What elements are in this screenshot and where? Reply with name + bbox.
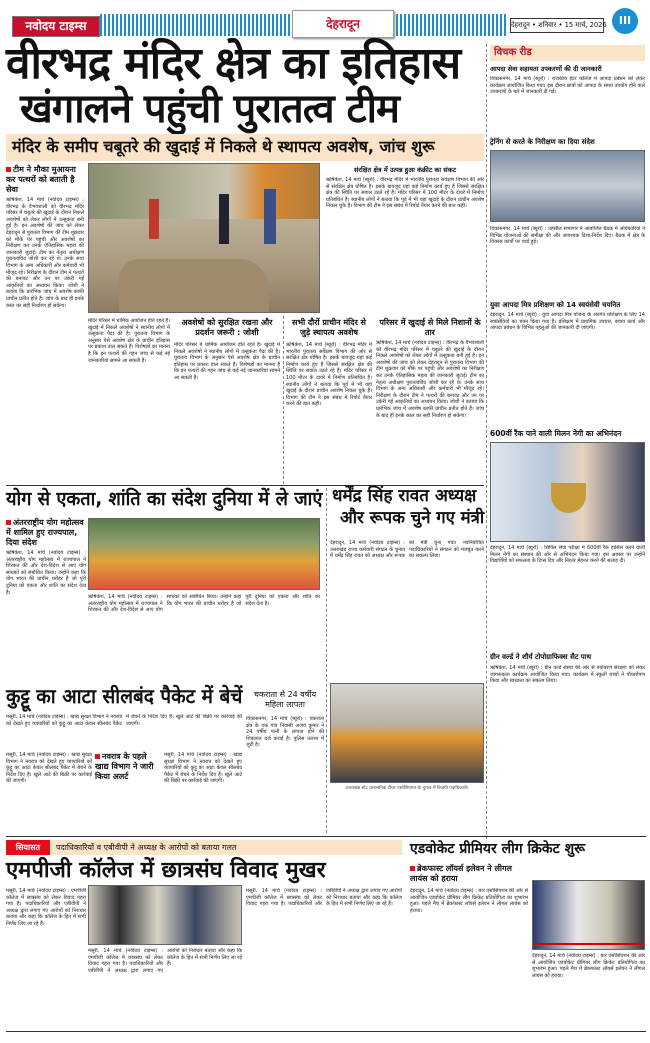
date-line: देहरादून • शनिवार • 15 मार्च, 2026 xyxy=(510,18,604,33)
right-head-1: आपदा सेवा सहायता उपकरणों की दी जानकारी xyxy=(490,65,602,73)
election-photo xyxy=(330,683,484,783)
right-head-3: युवा आपदा मित्र प्रशिक्षण को 14 स्वयंसेवी चयनित xyxy=(490,301,621,309)
yoga-photo xyxy=(88,518,320,590)
newspaper-logo: नवोदय टाइम्स xyxy=(12,16,100,37)
cricket-body-right: देहरादून, 14 मार्च (नवोदय टाइम्स) : बार एसोसिएशन की ओर से आयोजित एडवोकेट प्रीमियर लीग क्रिकेट प्रतियोगिता का शुभारंभ हुआ। पहले मैच में ब्रेकफास्ट लॉयर्स इलेवन ने लीगल लायंस को हराया। xyxy=(532,953,645,979)
lead-headline-2: खंगालने पहुंची पुरातत्व टीम xyxy=(20,86,399,132)
politics-body-left: मसूरी, 14 मार्च (नवोदय टाइम्स) : एमपीजी कॉलेज में छात्रसंघ को लेकर विवाद गहरा गया है। पदाधिकारियों और एबीवीपी ने अध्यक्ष द्वारा लगाए गए आरोपों को निराधार बताया और कहा कि कॉलेज के हित में सभी निर्णय लिए जा रहे हैं। xyxy=(6,888,86,927)
right-head-5: ग्रीन वर्ल्ड ने शौर्य टोपोग्राफिक्स सैट पाथ xyxy=(490,653,592,661)
kuttu-headline: कुट्टू का आटा सीलबंद पैकेट में बेचें xyxy=(6,684,243,708)
city-tab: देहरादून xyxy=(292,10,394,38)
right-body-1: विकासनगर, 14 मार्च (ब्यूरो) : राजकीय इंटर कॉलेज में आपदा प्रबंधन को लेकर कार्यक्रम आयोजित किया गया। इस दौरान छात्रों को आपदा के समय उपयोग होने वाले उपकरणों के बारे में जानकारी दी गई। xyxy=(490,76,645,96)
kuttu-side: नवरात्र के पहले खाद्य विभाग ने जारी किया अलर्ट xyxy=(95,752,161,782)
meeting-photo xyxy=(490,150,645,222)
right-body-3: देहरादून, 14 मार्च (ब्यूरो) : युवा आपदा मित्र योजना के अंतर्गत प्रशिक्षण के लिए 14 स्वयंसेवियों का चयन किया गया है। प्रशिक्षण में प्राथमिक उपचार, बचाव कार्य और आपदा प्रबंधन के विभिन्न पहलुओं की जानकारी दी जाएगी। xyxy=(490,312,645,332)
kuttu-body-right: मसूरी, 14 मार्च (नवोदय टाइम्स) : खाद्य सुरक्षा विभाग ने नवरात्र को देखते हुए व्यापारियों को कुट्टू का आटा केवल सीलबंद पैकेट में बेचने के निर्देश दिए हैं। खुले आटे की बिक्री पर कार्रवाई की जाएगी। xyxy=(164,752,242,785)
missing-body: विकासनगर, 14 मार्च (ब्यूरो) : चकराता क्षेत्र के एक गांव निवासी अजय कुमार ने 24 वर्षीय पत्नी के लापता होने की शिकायत दर्ज कराई है। पुलिस तलाश में जुटी है। xyxy=(246,716,324,749)
cricket-side: ब्रेकफास्ट लॉयर्स इलेवन ने लीगल लायंस को हराया xyxy=(410,864,528,884)
right-body-5: ऋषिकेश, 14 मार्च (ब्यूरो) : ग्रीन वर्ल्ड संस्था की ओर से पर्यावरण संरक्षण को लेकर जागरूकता कार्यक्रम आयोजित किया गया। कार्यक्रम में स्कूली बच्चों ने पौधारोपण किया और स्वच्छता का संकल्प लिया। xyxy=(490,665,645,685)
election-body: देहरादून, 14 मार्च (नवोदय टाइम्स) : उत्तराखंड राज्य कर्मचारी संगठन के चुनाव में धर्मेंद्र सिंह रावत को अध्यक्ष और रूपक को मंत्री चुना गया। नवनिर्वाचित पदाधिकारियों ने संगठन को मजबूत करने का संकल्प लिया। xyxy=(330,540,484,560)
lead-photo xyxy=(88,163,320,313)
yoga-body: ऋषिकेश, 14 मार्च (नवोदय टाइम्स) : अंतरराष्ट्रीय योग महोत्सव में राज्यपाल ने शिरकत की और देश-विदेश से आए योग साधकों को संबोधित किया। उन्होंने कहा कि योग भारत की प्राचीन धरोहर है जो पूरी दुनिया को एकता और शांति का संदेश देता है। xyxy=(88,594,320,614)
yoga-headline: योग से एकता, शांति का संदेश दुनिया में ले जाएं xyxy=(6,488,323,510)
missing-headline: चकराता से 24 वर्षीय महिला लापता xyxy=(253,690,317,709)
box-body: ऋषिकेश, 14 मार्च (ब्यूरो) : वीरभद्र मंदिर में भारतीय पुरातत्व सर्वेक्षण विभाग की ओर से संरक्षित क्षेत्र घोषित है। इसके बावजूद यहां कई निर्माण कार्य हुए हैं जिससे संरक्षित क्षेत्र की स्थिति पर सवाल उठते रहे हैं। मंदिर परिसर में 100 मीटर के दायरे में निर्माण प्रतिबंधित है। स्थानीय लोगों ने बताया कि पूर्व में भी यहां खुदाई के दौरान प्राचीन अवशेष निकल चुके हैं। विभाग की टीम ने इस संबंध में रिपोर्ट तैयार करने की बात कही। xyxy=(326,177,484,210)
cricket-photo xyxy=(532,880,645,950)
election-headline-2: और रूपक चुने गए मंत्री xyxy=(340,508,485,528)
ancient-body: ऋषिकेश, 14 मार्च (ब्यूरो) : वीरभद्र मंदिर में भारतीय पुरातत्व सर्वेक्षण विभाग की ओर से संरक्षित क्षेत्र घोषित है। इसके बावजूद यहां कई निर्माण कार्य हुए हैं जिससे संरक्षित क्षेत्र की स्थिति पर सवाल उठते रहे हैं। मंदिर परिसर में 100 मीटर के दायरे में निर्माण प्रतिबंधित है। स्थानीय लोगों ने बताया कि पूर्व में भी यहां खुदाई के दौरान प्राचीन अवशेष निकल चुके हैं। विभाग की टीम ने इस संबंध में रिपोर्ट तैयार करने की बात कही। xyxy=(286,342,372,408)
lead-subhead: मंदिर के समीप चबूतरे की खुदाई में निकले थे स्थापत्य अवशेष, जांच शुरू xyxy=(6,134,484,161)
subhead-joshi: अवशेषों को सुरक्षित रखना और प्रदर्शन जरूरी : जोशी xyxy=(181,318,273,337)
cricket-body-left: देहरादून, 14 मार्च (नवोदय टाइम्स) : बार एसोसिएशन की ओर से आयोजित एडवोकेट प्रीमियर लीग क्रिकेट प्रतियोगिता का शुभारंभ हुआ। पहले मैच में ब्रेकफास्ट लॉयर्स इलेवन ने लीगल लायंस को हराया। xyxy=(410,888,528,914)
marks-body: ऋषिकेश, 14 मार्च (नवोदय टाइम्स) : वीरभद्र के वैभवशाली को वीरभद्र मंदिर परिसर में चबूतरे की खुदाई के दौरान निकले अवशेषों को लेकर लोगों में उत्सुकता बनी हुई है। इन अवशेषों की जांच को लेकर देहरादून से पुरातत्व विभाग की टीम शुक्रवार को मौके पर पहुंची और अवशेषों का निरीक्षण कर उनके ऐतिहासिक महत्व की जानकारी जुटाई। टीम का नेतृत्व अधीक्षण पुरातत्वविद जोशी कर रहे थे। उनके साथ विभाग के अन्य अधिकारी और कर्मचारी भी मौजूद रहे। निरीक्षण के दौरान टीम ने पत्थरों की बनावट और उन पर उकेरी गई आकृतियों का अध्ययन किया। जोशी ने बताया कि प्रारंभिक जांच में अवशेष काफी प्राचीन प्रतीत होते हैं। जांच के बाद ही इनके काल का सही निर्धारण हो सकेगा। xyxy=(376,340,484,419)
politics-headline: एमपीजी कॉलेज में छात्रसंघ विवाद मुखर xyxy=(6,858,326,883)
box-head: संरक्षित क्षेत्र में उत्पन्न हुआ कंक्रीट का संकट xyxy=(354,166,456,174)
election-headline-1: धर्मेंद्र सिंह रावत अध्यक्ष xyxy=(332,486,477,506)
politics-body-right: मसूरी, 14 मार्च (नवोदय टाइम्स) : एमपीजी कॉलेज में छात्रसंघ को लेकर विवाद गहरा गया है। पदाधिकारियों और एबीवीपी ने अध्यक्ष द्वारा लगाए गए आरोपों को निराधार बताया और कहा कि कॉलेज के हित में सभी निर्णय लिए जा रहे हैं। xyxy=(246,888,402,908)
right-head-4: 600वीं रैंक पाने वाली मिलन नेगी का अभिनंदन xyxy=(490,429,622,438)
kuttu-body-left: मसूरी, 14 मार्च (नवोदय टाइम्स) : खाद्य सुरक्षा विभाग ने नवरात्र को देखते हुए व्यापारियों को कुट्टू का आटा केवल सीलबंद पैकेट में बेचने के निर्देश दिए हैं। खुले आटे की बिक्री पर कार्रवाई की जाएगी। xyxy=(6,752,92,785)
lead-headline-1: वीरभद्र मंदिर क्षेत्र का इतिहास xyxy=(6,38,461,89)
subhead-marks: परिसर में खुदाई से मिले निशानों के तार xyxy=(379,318,481,337)
right-body-2: विकासनगर, 14 मार्च (ब्यूरो) : तहसील सभागार में आयोजित बैठक में अधिकारियों ने विभिन्न योजनाओं की समीक्षा की और आवश्यक दिशा-निर्देश दिए। बैठक में क्षेत्र के विकास कार्यों पर चर्चा हुई। xyxy=(490,226,645,246)
politics-tag: सियासत xyxy=(6,840,50,855)
cricket-headline: एडवोकेट प्रीमियर लीग क्रिकेट शुरू xyxy=(410,841,585,857)
yoga-side-sub: अंतरराष्ट्रीय योग महोत्सव में शामिल हुए राज्यपाल, दिया संदेश xyxy=(6,518,86,548)
kuttu-body-top: मसूरी, 14 मार्च (नवोदय टाइम्स) : खाद्य सुरक्षा विभाग ने नवरात्र को देखते हुए व्यापारियों को कुट्टू का आटा केवल सीलबंद पैकेट में बेचने के निर्देश दिए हैं। खुले आटे की बिक्री पर कार्रवाई की जाएगी। xyxy=(6,714,242,727)
politics-body-mid: मसूरी, 14 मार्च (नवोदय टाइम्स) : एमपीजी कॉलेज में छात्रसंघ को लेकर विवाद गहरा गया है। पदाधिकारियों और एबीवीपी ने अध्यक्ष द्वारा लगाए गए आरोपों को निराधार बताया और कहा कि कॉलेज के हित में सभी निर्णय लिए जा रहे हैं। xyxy=(88,948,242,974)
page-marker: III xyxy=(612,8,638,34)
yoga-body-left: ऋषिकेश, 14 मार्च (नवोदय टाइम्स) : अंतरराष्ट्रीय योग महोत्सव में राज्यपाल ने शिरकत की और देश-विदेश से आए योग साधकों को संबोधित किया। उन्होंने कहा कि योग भारत की प्राचीन धरोहर है जो पूरी दुनिया को एकता और शांति का संदेश देता है। xyxy=(6,550,86,596)
politics-band xyxy=(6,840,402,855)
election-caption: उत्तराखंड स्टेट प्रशासनिक टीचर एसोसिएशन के चुनाव में विजयी पदाधिकारी। xyxy=(345,786,469,791)
subhead-ancient: सभी दौरों प्राचीन मंदिर से जुड़े स्थापत्य अवशेष xyxy=(292,318,366,337)
joshi-body: मंदिर परिसर में धार्मिक आयोजन होते रहते हैं। खुदाई में निकले अवशेषों ने स्थानीय लोगों में उत्सुकता पैदा की है। पुरातत्व विभाग के अनुसार ऐसे अवशेष क्षेत्र के प्राचीन इतिहास पर प्रकाश डाल सकते हैं। विशेषज्ञों का मानना है कि इन पत्थरों की गहन जांच से कई नई जानकारियां सामने आ सकती हैं। xyxy=(174,342,280,381)
politics-kicker: पदाधिकारियों व एबीवीपी ने अध्यक्ष के आरोपों को बताया गलत xyxy=(56,843,237,852)
lead-side-sub: टीम ने मौका मुआयना कर पत्थरों को बताती है सेवा xyxy=(6,165,84,195)
felicitation-photo xyxy=(490,442,645,542)
right-body-4: देहरादून, 14 मार्च (ब्यूरो) : सिविल सेवा परीक्षा में 600वीं रैंक हासिल करने वाली मिलन नेगी का संस्थान की ओर से अभिनंदन किया गया। इस अवसर पर उन्होंने विद्यार्थियों को सफलता के टिप्स दिए और निरंतर मेहनत करने की सलाह दी। xyxy=(490,545,645,565)
lead-body-mid: मंदिर परिसर में धार्मिक आयोजन होते रहते हैं। खुदाई में निकले अवशेषों ने स्थानीय लोगों में उत्सुकता पैदा की है। पुरातत्व विभाग के अनुसार ऐसे अवशेष क्षेत्र के प्राचीन इतिहास पर प्रकाश डाल सकते हैं। विशेषज्ञों का मानना है कि इन पत्थरों की गहन जांच से कई नई जानकारियां सामने आ सकती हैं। xyxy=(88,318,170,364)
right-head-2: ट्रेनिंग से करते के निरीक्षण का दिया संदेश xyxy=(490,138,595,146)
lead-body-left: ऋषिकेश, 14 मार्च (नवोदय टाइम्स) : वीरभद्र के वैभवशाली को वीरभद्र मंदिर परिसर में चबूतरे की खुदाई के दौरान निकले अवशेषों को लेकर लोगों में उत्सुकता बनी हुई है। इन अवशेषों की जांच को लेकर देहरादून से पुरातत्व विभाग की टीम शुक्रवार को मौके पर पहुंची और अवशेषों का निरीक्षण कर उनके ऐतिहासिक महत्व की जानकारी जुटाई। टीम का नेतृत्व अधीक्षण पुरातत्वविद जोशी कर रहे थे। उनके साथ विभाग के अन्य अधिकारी और कर्मचारी भी मौजूद रहे। निरीक्षण के दौरान टीम ने पत्थरों की बनावट और उन पर उकेरी गई आकृतियों का अध्ययन किया। जोशी ने बताया कि प्रारंभिक जांच में अवशेष काफी प्राचीन प्रतीत होते हैं। जांच के बाद ही इनके काल का सही निर्धारण हो सकेगा। xyxy=(6,197,84,309)
politics-photo xyxy=(88,885,242,945)
section-vichak: विचक रीड xyxy=(490,45,645,61)
